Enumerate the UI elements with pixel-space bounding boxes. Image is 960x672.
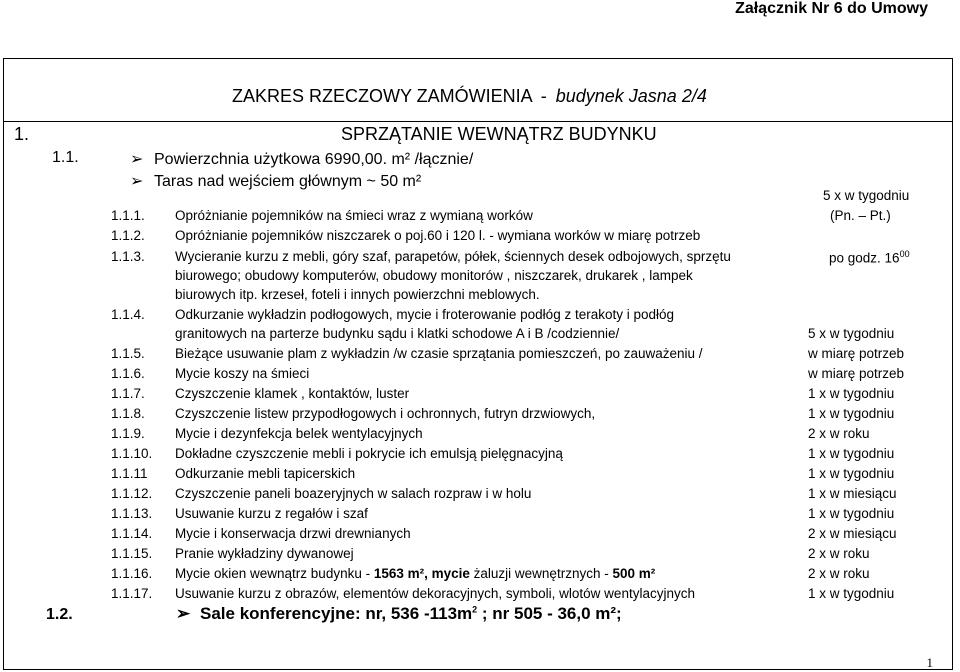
task-number: 1.1.3.: [111, 249, 145, 264]
task-text: Bieżące usuwanie plam z wykładzin /w czasie sprzątania pomieszczeń, po zauważeniu /: [175, 346, 703, 361]
task-frequency: 1 x w tygodniu: [808, 446, 895, 461]
title-dash: -: [540, 86, 547, 106]
task-number: 1.1.7.: [111, 386, 145, 401]
task-text: Czyszczenie paneli boazeryjnych w salach rozpraw i w holu: [175, 486, 532, 501]
task-number: 1.1.14.: [111, 526, 153, 541]
task-number: 1.1.4.: [111, 307, 145, 322]
task-text: Opróżnianie pojemników na śmieci wraz z wymianą worków: [175, 208, 533, 223]
section-number: 1.: [14, 124, 30, 144]
section-title: ➢ Sale konferencyjne: nr, 536 $-113m^2$ ; nr 505 - 36,0 m²;: [176, 604, 622, 623]
task-number: 1.1.11: [111, 466, 148, 481]
task-number: 1.1.5.: [111, 346, 145, 361]
task-frequency: 2 x w roku: [808, 546, 870, 561]
arrow-bullet-icon: ➢: [176, 604, 191, 623]
task-number: 1.1.12.: [111, 486, 153, 501]
task-text: granitowych na parterze budynku sądu i klatki schodowe A i B /codziennie/: [175, 326, 620, 341]
page-number: 1: [926, 655, 933, 670]
task-text: Czyszczenie klamek , kontaktów, luster: [175, 386, 410, 401]
task-number: 1.1.17.: [111, 586, 153, 601]
title-main: ZAKRES RZECZOWY ZAMÓWIENIA: [232, 86, 532, 106]
section-title: SPRZĄTANIE WEWNĄTRZ BUDYNKU: [341, 124, 657, 144]
frequency-block-line-1: 5 x w tygodniu: [823, 188, 910, 203]
arrow-bullet-icon: ➢: [130, 151, 144, 168]
section-number: 1.2.: [46, 606, 73, 623]
task-frequency: 5 x w tygodniu: [808, 326, 895, 341]
task-text: biurowego; obudowy komputerów, obudowy monitorów , niszczarek, drukarek , lampek: [175, 268, 693, 283]
title-building: budynek Jasna 2/4: [555, 86, 707, 106]
task-text: Mycie i dezynfekcja belek wentylacyjnych: [175, 426, 423, 441]
divider-line: [3, 121, 953, 122]
task-text: Wycieranie kurzu z mebli, góry szaf, parapetów, półek, ściennych desek odbojowych, sprzętu: [175, 249, 731, 264]
task-number: 1.1.9.: [111, 426, 145, 441]
task-number: 1.1.15.: [111, 546, 153, 561]
task-frequency: 1 x w tygodniu: [808, 506, 895, 521]
task-text: Usuwanie kurzu z regałów i szaf: [175, 506, 368, 521]
task-number: 1.1.6.: [111, 366, 145, 381]
task-number: 1.1.8.: [111, 406, 145, 421]
task-frequency: 2 x w miesiącu: [808, 526, 897, 541]
frequency-block-line-2: (Pn. – Pt.): [830, 208, 891, 223]
document-title: [232, 86, 707, 107]
task-text: biurowych itp. krzeseł, foteli i innych powierzchni meblowych.: [175, 287, 540, 302]
task-frequency: w miarę potrzeb: [808, 346, 905, 361]
task-frequency: w miarę potrzeb: [808, 366, 905, 381]
task-text: Usuwanie kurzu z obrazów, elementów dekoracyjnych, symboli, wlotów wentylacyjnych: [175, 586, 695, 601]
task-number: 1.1.1.: [111, 208, 145, 223]
task-frequency: 2 x w roku: [808, 426, 870, 441]
task-text: Dokładne czyszczenie mebli i pokrycie ich emulsją pielęgnacyjną: [175, 446, 563, 461]
task-frequency: 1 x w tygodniu: [808, 466, 895, 481]
subsection-number: 1.1.: [52, 149, 79, 166]
task-frequency: 1 x w tygodniu: [808, 586, 895, 601]
task-number: 1.1.10.: [111, 446, 153, 461]
task-text: Mycie okien wewnątrz budynku - 1563 m², mycie żaluzji wewnętrznych - 500 m²: [175, 566, 656, 581]
task-number: 1.1.2.: [111, 228, 145, 243]
task-frequency: 2 x w roku: [808, 566, 870, 581]
task-text: Odkurzanie mebli tapicerskich: [175, 466, 356, 481]
task-number: 1.1.13.: [111, 506, 153, 521]
task-text: Mycie i konserwacja drzwi drewnianych: [175, 526, 411, 541]
subsection-line-2: ➢ Taras nad wejściem głównym ~ 50 m²: [130, 173, 422, 190]
task-frequency: 1 x w tygodniu: [808, 386, 895, 401]
annex-label: Załącznik Nr 6 do Umowy: [735, 0, 928, 17]
arrow-bullet-icon: ➢: [130, 173, 144, 190]
task-text: Pranie wykładziny dywanowej: [175, 546, 354, 561]
task-frequency: 1 x w tygodniu: [808, 406, 895, 421]
task-text: Mycie koszy na śmieci: [175, 366, 310, 381]
task-text: Odkurzanie wykładzin podłogowych, mycie i froterowanie podłóg z terakoty i podłóg: [175, 307, 675, 322]
task-frequency: 1 x w miesiącu: [808, 486, 897, 501]
task-number: 1.1.16.: [111, 566, 153, 581]
task-text: Opróżnianie pojemników niszczarek o poj.60 i 120 l. - wymiana worków w miarę potrzeb: [175, 228, 701, 243]
task-frequency: po godz. $16^{00}$: [829, 249, 910, 266]
task-text: Czyszczenie listew przypodłogowych i ochronnych, futryn drzwiowych,: [175, 406, 596, 421]
subsection-line-1: ➢ Powierzchnia użytkowa 6990,00. m² /łącznie/: [130, 151, 474, 168]
